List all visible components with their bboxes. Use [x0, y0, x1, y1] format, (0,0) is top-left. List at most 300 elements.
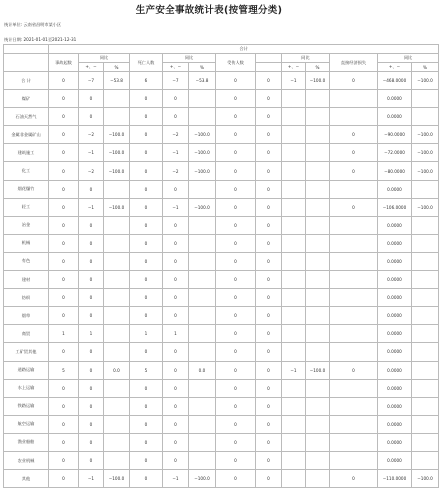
table-cell: 0: [256, 343, 282, 361]
table-cell: [306, 144, 330, 162]
category-name: 其他: [4, 470, 49, 488]
table-cell: 1: [130, 325, 163, 343]
table-cell: [330, 90, 378, 108]
table-cell: 0.0000: [378, 379, 412, 397]
category-name: 石油天然气: [4, 108, 49, 126]
header-loss: 直接经济损失: [330, 54, 378, 72]
table-cell: −100.0: [104, 126, 130, 144]
report-title: 生产安全事故统计表(按管理分类): [135, 5, 283, 16]
table-cell: 0: [330, 144, 378, 162]
category-name: 工矿贸其他: [4, 343, 49, 361]
table-cell: 0: [49, 343, 79, 361]
category-name: 化工: [4, 162, 49, 180]
table-cell: [306, 90, 330, 108]
table-cell: 0: [130, 90, 163, 108]
category-name: 烟草: [4, 307, 49, 325]
table-cell: 0: [130, 162, 163, 180]
table-cell: −100.0: [412, 162, 439, 180]
table-cell: 0: [256, 162, 282, 180]
table-cell: [189, 216, 216, 234]
table-cell: 0: [163, 271, 189, 289]
table-row: [4, 289, 439, 307]
table-cell: 0.0000: [378, 433, 412, 451]
table-cell: 0: [216, 90, 256, 108]
table-cell: 0: [256, 72, 282, 90]
table-cell: 0: [216, 433, 256, 451]
table-cell: 0: [49, 216, 79, 234]
table-cell: 0: [163, 234, 189, 252]
table-cell: −2: [163, 162, 189, 180]
table-cell: 1: [79, 325, 104, 343]
table-cell: [306, 252, 330, 270]
table-cell: [282, 198, 306, 216]
table-cell: [306, 180, 330, 198]
category-name: 烟花爆竹: [4, 180, 49, 198]
category-name: 金属非金属矿山: [4, 126, 49, 144]
table-cell: −1: [79, 470, 104, 488]
table-cell: 0: [163, 397, 189, 415]
table-cell: 0: [79, 379, 104, 397]
category-name: 合 计: [4, 72, 49, 90]
category-name: 煤矿: [4, 90, 49, 108]
category-name: 渔业船舶: [4, 433, 49, 451]
table-cell: 0: [256, 307, 282, 325]
table-cell: 0: [256, 144, 282, 162]
table-cell: 0: [256, 415, 282, 433]
table-cell: 0.0000: [378, 415, 412, 433]
table-cell: [306, 198, 330, 216]
table-cell: [412, 90, 439, 108]
table-cell: 0: [79, 307, 104, 325]
header-acc-plusminus: +、−: [79, 63, 104, 72]
table-cell: [306, 271, 330, 289]
table-cell: −72.0000: [378, 144, 412, 162]
table-row: [4, 397, 439, 415]
table-row: [4, 198, 439, 216]
header-injured-plusminus: +、−: [282, 63, 306, 72]
table-cell: 6: [130, 72, 163, 90]
table-cell: −1: [163, 144, 189, 162]
table-cell: 0: [163, 379, 189, 397]
table-cell: 0: [130, 216, 163, 234]
table-cell: 0: [330, 198, 378, 216]
table-cell: −100.0: [189, 126, 216, 144]
table-cell: −53.8: [189, 72, 216, 90]
header-injured-blank: [256, 54, 282, 63]
table-cell: 0: [256, 397, 282, 415]
table-cell: 0: [216, 379, 256, 397]
header-loss-percent: %: [412, 63, 439, 72]
table-cell: −110.0000: [378, 470, 412, 488]
table-cell: [306, 307, 330, 325]
table-cell: [330, 397, 378, 415]
table-cell: 0.0000: [378, 451, 412, 469]
table-cell: 1: [49, 325, 79, 343]
table-cell: [104, 289, 130, 307]
table-cell: [330, 180, 378, 198]
table-cell: 0: [49, 451, 79, 469]
table-row: [4, 433, 439, 451]
header-acc-percent: %: [104, 63, 130, 72]
table-cell: 0: [49, 252, 79, 270]
table-row: [4, 90, 439, 108]
table-cell: 0: [216, 307, 256, 325]
table-cell: [412, 289, 439, 307]
table-cell: [330, 108, 378, 126]
table-cell: [189, 234, 216, 252]
table-cell: −100.0: [306, 361, 330, 379]
table-cell: −1: [163, 198, 189, 216]
table-cell: 0: [216, 289, 256, 307]
table-cell: [104, 343, 130, 361]
table-cell: 0: [330, 162, 378, 180]
table-cell: 0: [216, 144, 256, 162]
table-cell: 0: [130, 470, 163, 488]
table-cell: −1: [79, 144, 104, 162]
table-cell: [412, 216, 439, 234]
table-cell: 0.0: [104, 361, 130, 379]
category-name: 水上运输: [4, 379, 49, 397]
header-total-group: 合计: [49, 45, 439, 54]
table-cell: 0: [49, 415, 79, 433]
table-cell: 0: [130, 126, 163, 144]
table-cell: 0: [49, 198, 79, 216]
category-name: 道路运输: [4, 361, 49, 379]
category-name: 轻工: [4, 198, 49, 216]
table-cell: [306, 397, 330, 415]
header-deaths: 死亡人数: [130, 54, 163, 72]
table-cell: [282, 216, 306, 234]
table-cell: 0: [256, 361, 282, 379]
table-cell: [306, 289, 330, 307]
header-injured-percent: %: [306, 63, 330, 72]
table-cell: −1: [282, 72, 306, 90]
table-cell: 0: [163, 343, 189, 361]
table-cell: 0: [256, 252, 282, 270]
table-cell: [330, 451, 378, 469]
table-cell: [282, 126, 306, 144]
table-cell: 0: [163, 108, 189, 126]
table-cell: 0.0000: [378, 252, 412, 270]
table-cell: [282, 180, 306, 198]
category-name: 农业机械: [4, 451, 49, 469]
table-cell: [330, 271, 378, 289]
table-cell: 0.0000: [378, 289, 412, 307]
table-cell: 0: [130, 451, 163, 469]
table-cell: [330, 415, 378, 433]
table-cell: [282, 144, 306, 162]
table-cell: [189, 343, 216, 361]
table-cell: [330, 307, 378, 325]
table-cell: [412, 234, 439, 252]
table-cell: 0: [49, 470, 79, 488]
table-cell: [306, 433, 330, 451]
table-row: [4, 108, 439, 126]
table-cell: [330, 216, 378, 234]
table-cell: −1: [79, 198, 104, 216]
table-cell: 0: [163, 180, 189, 198]
table-cell: −106.0000: [378, 198, 412, 216]
table-cell: [330, 289, 378, 307]
table-cell: −100.0: [412, 144, 439, 162]
table-cell: −90.0000: [378, 126, 412, 144]
table-cell: 0: [79, 415, 104, 433]
table-cell: 0: [130, 271, 163, 289]
header-loss-plusminus: +、−: [378, 63, 412, 72]
table-cell: 0: [216, 470, 256, 488]
category-name: 纺织: [4, 289, 49, 307]
table-cell: 0.0000: [378, 271, 412, 289]
table-cell: [306, 108, 330, 126]
table-cell: [282, 252, 306, 270]
table-cell: −100.0: [412, 198, 439, 216]
table-cell: [104, 307, 130, 325]
table-cell: [330, 325, 378, 343]
table-cell: 0.0000: [378, 343, 412, 361]
table-cell: 0: [256, 271, 282, 289]
header-injured-compare: 同比: [282, 54, 330, 63]
table-row: [4, 379, 439, 397]
table-cell: −100.0: [412, 72, 439, 90]
table-cell: −2: [79, 162, 104, 180]
category-name: 机械: [4, 234, 49, 252]
table-cell: 0: [49, 90, 79, 108]
table-cell: [104, 397, 130, 415]
table-cell: −100.0: [104, 198, 130, 216]
table-cell: 0: [79, 361, 104, 379]
table-cell: 0: [130, 252, 163, 270]
table-cell: 0.0000: [378, 325, 412, 343]
table-cell: 0: [79, 90, 104, 108]
table-cell: 0: [130, 180, 163, 198]
table-cell: [306, 234, 330, 252]
table-cell: [412, 252, 439, 270]
header-death-percent: %: [189, 63, 216, 72]
header-injured-sub-blank: [256, 63, 282, 72]
table-cell: 0: [163, 307, 189, 325]
table-cell: [282, 451, 306, 469]
table-cell: [306, 162, 330, 180]
table-cell: −100.0: [104, 144, 130, 162]
table-cell: −100.0: [189, 162, 216, 180]
table-cell: 0.0000: [378, 397, 412, 415]
table-cell: 0: [216, 451, 256, 469]
table-cell: 0: [79, 343, 104, 361]
table-cell: 0: [256, 325, 282, 343]
table-cell: [412, 397, 439, 415]
table-cell: 0: [163, 415, 189, 433]
table-cell: [306, 451, 330, 469]
table-cell: 0: [256, 451, 282, 469]
table-cell: 0.0000: [378, 216, 412, 234]
table-cell: [306, 343, 330, 361]
table-cell: [282, 108, 306, 126]
table-cell: 0: [79, 234, 104, 252]
table-cell: 0: [216, 126, 256, 144]
table-cell: [282, 415, 306, 433]
table-cell: [104, 90, 130, 108]
table-cell: 0: [49, 126, 79, 144]
table-cell: [282, 162, 306, 180]
table-cell: [412, 451, 439, 469]
table-cell: [104, 216, 130, 234]
table-cell: [412, 108, 439, 126]
table-cell: 0: [79, 216, 104, 234]
table-cell: −80.0000: [378, 162, 412, 180]
table-cell: −100.0: [189, 470, 216, 488]
table-cell: 0: [216, 162, 256, 180]
header-loss-compare: 同比: [378, 54, 439, 63]
table-cell: −2: [79, 126, 104, 144]
table-cell: [282, 289, 306, 307]
category-name: 铁路运输: [4, 397, 49, 415]
table-cell: [282, 470, 306, 488]
table-cell: 0: [216, 198, 256, 216]
header-accidents: 事故起数: [49, 54, 79, 72]
table-cell: 0: [49, 271, 79, 289]
table-body: [4, 72, 439, 488]
table-row: [4, 470, 439, 488]
table-cell: [282, 90, 306, 108]
table-row: [4, 162, 439, 180]
table-cell: [282, 307, 306, 325]
table-cell: [412, 343, 439, 361]
table-cell: 0: [130, 379, 163, 397]
table-cell: [330, 433, 378, 451]
table-cell: [282, 325, 306, 343]
table-cell: 0: [216, 234, 256, 252]
statistics-unit: 统计单位: 云南省昌明市某小区: [4, 22, 62, 27]
table-row: [4, 343, 439, 361]
table-cell: [330, 343, 378, 361]
table-cell: 0: [216, 361, 256, 379]
table-row: [4, 271, 439, 289]
header-accidents-compare: 同比: [79, 54, 130, 63]
table-row: [4, 307, 439, 325]
table-cell: 0: [130, 307, 163, 325]
table-row: [4, 325, 439, 343]
header-injured: 受伤人数: [216, 54, 256, 72]
header-death-plusminus: +、−: [163, 63, 189, 72]
table-cell: 0: [216, 216, 256, 234]
table-cell: [104, 234, 130, 252]
table-cell: −100.0: [189, 144, 216, 162]
table-cell: 0: [79, 451, 104, 469]
table-row: [4, 252, 439, 270]
table-cell: 0: [130, 433, 163, 451]
category-name: 有色: [4, 252, 49, 270]
table-cell: 0: [79, 108, 104, 126]
table-cell: 0: [256, 216, 282, 234]
table-cell: 0.0000: [378, 361, 412, 379]
table-cell: [306, 470, 330, 488]
table-cell: 0: [163, 289, 189, 307]
table-cell: 5: [49, 361, 79, 379]
table-cell: [189, 271, 216, 289]
table-cell: [412, 415, 439, 433]
table-cell: [412, 307, 439, 325]
table-cell: [189, 252, 216, 270]
table-cell: [104, 108, 130, 126]
table-cell: −2: [163, 126, 189, 144]
table-cell: [189, 415, 216, 433]
header-blank: [4, 45, 49, 54]
table-cell: 0: [79, 433, 104, 451]
table-cell: 0: [49, 144, 79, 162]
table-cell: [306, 216, 330, 234]
table-cell: −100.0: [306, 72, 330, 90]
table-cell: [306, 415, 330, 433]
table-row: [4, 234, 439, 252]
table-cell: [306, 325, 330, 343]
accident-statistics-table: [3, 44, 439, 488]
table-cell: [412, 433, 439, 451]
table-cell: −468.0000: [378, 72, 412, 90]
table-row: [4, 126, 439, 144]
table-cell: 0: [256, 470, 282, 488]
table-cell: [282, 379, 306, 397]
table-row: [4, 216, 439, 234]
table-cell: [412, 379, 439, 397]
table-cell: 0: [49, 307, 79, 325]
table-cell: 0: [163, 90, 189, 108]
table-cell: [189, 379, 216, 397]
table-cell: [306, 379, 330, 397]
table-cell: [412, 361, 439, 379]
table-cell: [104, 271, 130, 289]
table-cell: 0: [163, 216, 189, 234]
table-cell: 0: [216, 397, 256, 415]
table-cell: [330, 379, 378, 397]
table-cell: 0: [79, 271, 104, 289]
table-cell: [282, 343, 306, 361]
table-cell: 0: [130, 108, 163, 126]
table-cell: 0: [216, 72, 256, 90]
table-cell: [104, 415, 130, 433]
table-cell: 0.0000: [378, 108, 412, 126]
table-row: [4, 72, 439, 90]
table-cell: 0: [79, 252, 104, 270]
table-cell: 0: [130, 144, 163, 162]
table-cell: 5: [130, 361, 163, 379]
table-cell: [412, 325, 439, 343]
table-cell: 0: [256, 234, 282, 252]
table-cell: [104, 252, 130, 270]
table-cell: −100.0: [104, 162, 130, 180]
table-cell: 0: [216, 271, 256, 289]
table-cell: 0: [130, 198, 163, 216]
category-name: 航空运输: [4, 415, 49, 433]
table-cell: 0: [256, 90, 282, 108]
table-cell: 0: [49, 289, 79, 307]
header-deaths-compare: 同比: [163, 54, 216, 63]
table-cell: 0: [79, 397, 104, 415]
table-cell: 0: [49, 162, 79, 180]
category-name: 建材: [4, 271, 49, 289]
header-category-blank: [4, 54, 49, 72]
table-cell: 0: [49, 180, 79, 198]
table-cell: −100.0: [412, 470, 439, 488]
table-cell: [189, 289, 216, 307]
table-cell: 0.0000: [378, 234, 412, 252]
table-cell: 0: [163, 451, 189, 469]
table-cell: 0: [256, 180, 282, 198]
table-cell: 0: [79, 289, 104, 307]
table-cell: 0.0000: [378, 90, 412, 108]
table-cell: [282, 397, 306, 415]
table-cell: 0.0000: [378, 180, 412, 198]
table-cell: 0: [256, 198, 282, 216]
